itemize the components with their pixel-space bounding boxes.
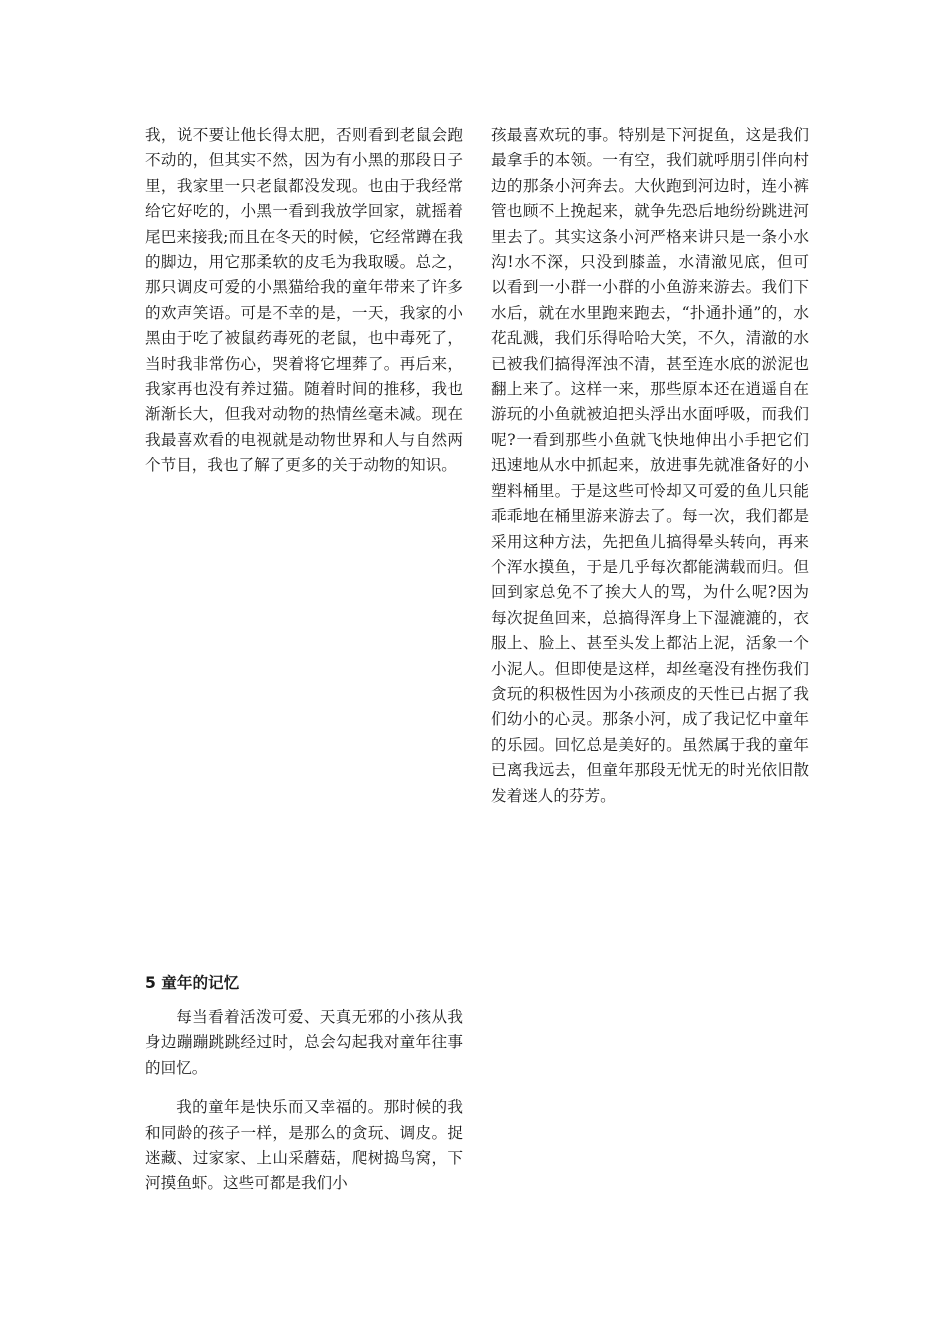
- right-column: [491, 123, 809, 809]
- right-column-paragraph: 孩最喜欢玩的事。特别是下河捉鱼，这是我们最拿手的本领。一有空，我们就呼朋引伴向村边的那条小河奔去。大伙跑到河边时，连小裤管也顾不上挽起来，就争先恐后地纷纷跳进河里去了。其实这条小河严格来讲只是一条小水沟!水不深，只没到膝盖，水清澈见底，但可以看到一小群一小群的小鱼游来游去。我们下水后，就在水里跑来跑去，“扑通扑通”的，水花乱溅，我们乐得哈哈大笑，不久，清澈的水已被我们搞得浑浊不清，甚至连水底的淤泥也翻上来了。这样一来，那些原本还在逍遥自在游玩的小鱼就被迫把头浮出水面呼吸，而我们呢?一看到那些小鱼就飞快地伸出小手把它们迅速地从水中抓起来，放进事先就准备好的小塑料桶里。于是这些可怜却又可爱的鱼儿只能乖乖地在桶里游来游去了。每一次，我们都是采用这种方法，先把鱼儿搞得晕头转向，再来个浑水摸鱼，于是几乎每次都能满载而归。但回到家总免不了挨大人的骂，为什么呢?因为每次捉鱼回来，总搞得浑身上下湿漉漉的，衣服上、脸上、甚至头发上都沾上泥，活象一个小泥人。但即使是这样，却丝毫没有挫伤我们贪玩的积极性因为小孩顽皮的天性已占据了我们幼小的心灵。那条小河，成了我记忆中童年的乐园。回忆总是美好的。虽然属于我的童年已离我远去，但童年那段无忧无的时光依旧散发着迷人的芬芳。: [491, 126, 809, 805]
- section-paragraph-2: 我的童年是快乐而又幸福的。那时候的我和同龄的孩子一样，是那么的贪玩、调皮。捉迷藏、过家家、上山采蘑菇，爬树捣鸟窝，下河摸鱼虾。这些可都是我们小: [145, 1098, 463, 1193]
- section-heading: 5 童年的记忆: [145, 974, 240, 992]
- section-childhood-memory: [145, 972, 463, 1211]
- left-column-paragraph: 我，说不要让他长得太肥，否则看到老鼠会跑不动的，但其实不然，因为有小黑的那段日子里，我家里一只老鼠都没发现。也由于我经常给它好吃的，小黑一看到我放学回家，就摇着尾巴来接我;而且在冬天的时候，它经常蹲在我的脚边，用它那柔软的皮毛为我取暖。总之，那只调皮可爱的小黑猫给我的童年带来了许多的欢声笑语。可是不幸的是，一天，我家的小黑由于吃了被鼠药毒死的老鼠，也中毒死了，当时我非常伤心，哭着将它埋葬了。再后来，我家再也没有养过猫。随着时间的推移，我也渐渐长大，但我对动物的热情丝毫未减。现在我最喜欢看的电视就是动物世界和人与自然两个节目，我也了解了更多的关于动物的知识。: [145, 126, 463, 475]
- section-paragraph-1: 每当看着活泼可爱、天真无邪的小孩从我身边蹦蹦跳跳经过时，总会勾起我对童年往事的回忆。: [145, 1008, 463, 1077]
- left-column: [145, 123, 463, 479]
